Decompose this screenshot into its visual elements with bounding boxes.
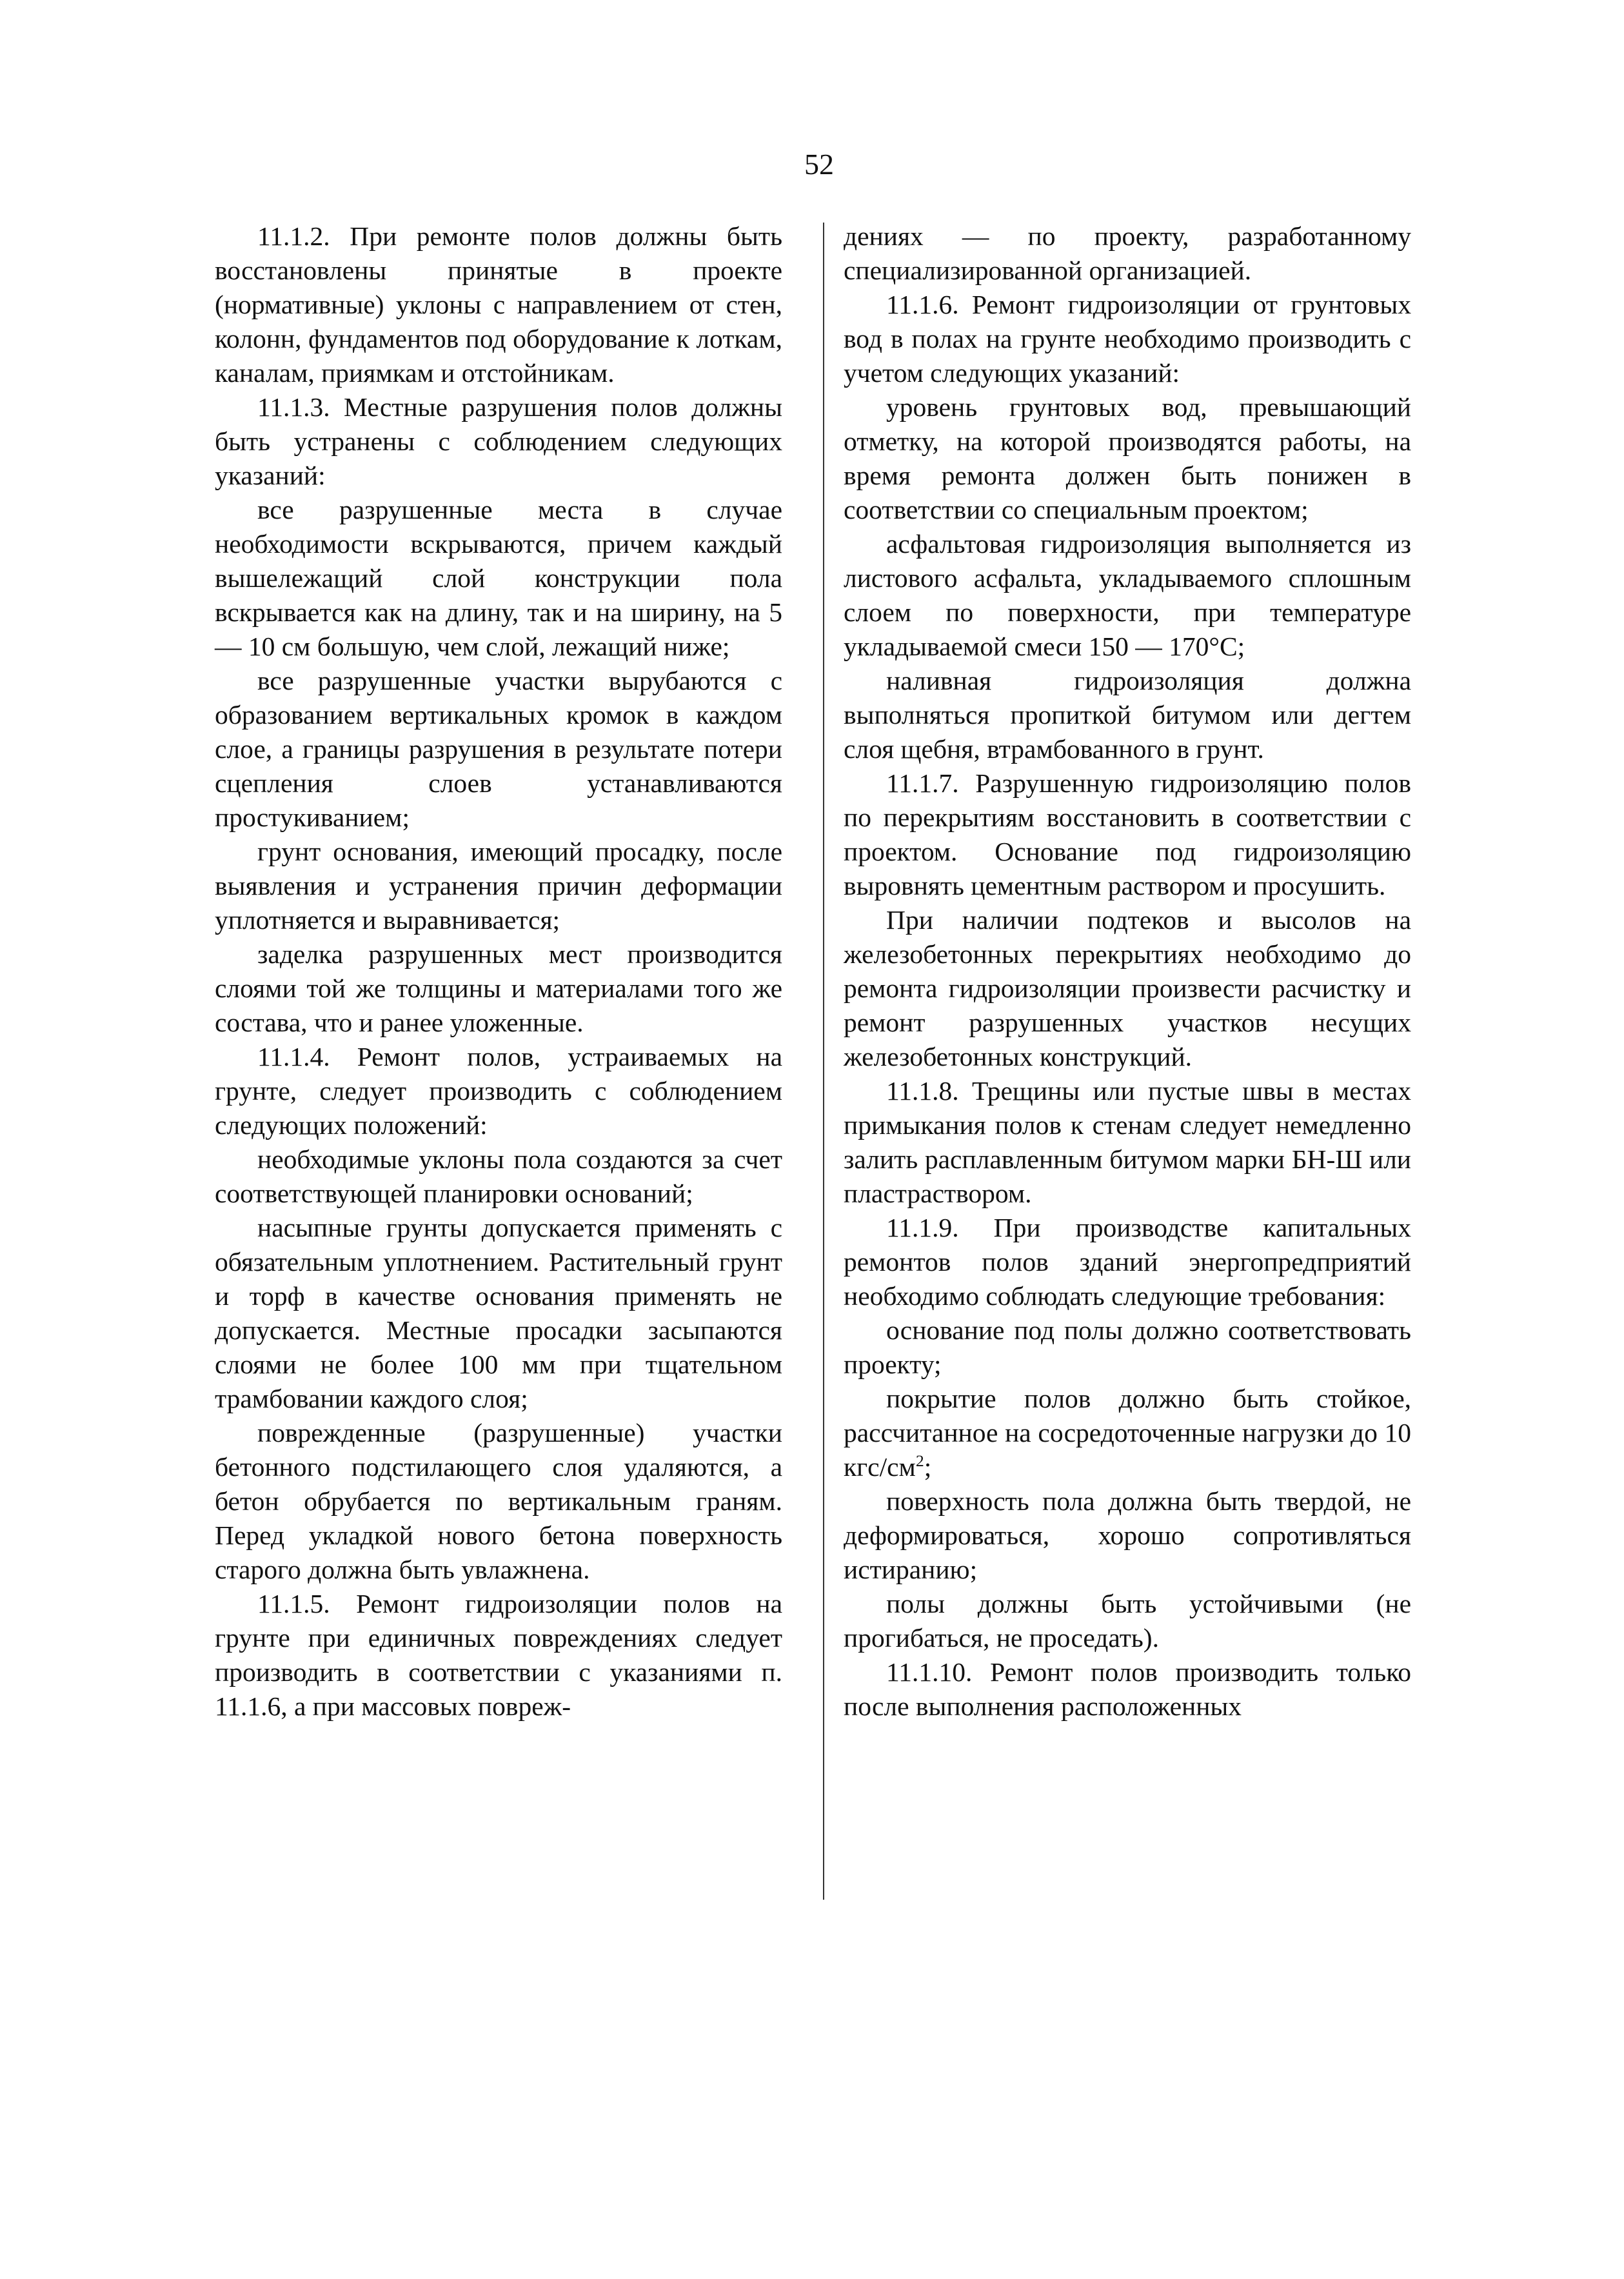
list-item: все разрушенные участки вырубаются с образованием вертикальных кромок в каждом слое, а границы разрушения в результате потери сцепления слоев устанавливаются простукиванием; xyxy=(215,666,782,832)
list-item: поврежденные (разрушенные) участки бетонного подстилающего слоя удаляются, а бетон обрубается по вертикальным граням. Перед укладкой нового бетона поверхность старого должна быть увлажнена. xyxy=(215,1418,782,1584)
list-item: полы должны быть устойчивыми (не прогибаться, не проседать). xyxy=(844,1589,1411,1653)
paragraph: При наличии подтеков и высолов на железобетонных перекрытиях необходимо до ремонта гидроизоляции произвести расчистку и ремонт разрушенных участков несущих железобетонных конструкций. xyxy=(844,905,1411,1071)
column-divider xyxy=(823,223,824,1900)
list-item: наливная гидроизоляция должна выполняться пропиткой битумом или дегтем слоя щебня, втрамбованного в грунт. xyxy=(844,666,1411,764)
paragraph-11-1-6: 11.1.6. Ремонт гидроизоляции от грунтовых вод в полах на грунте необходимо производить с учетом следующих указаний: xyxy=(844,290,1411,388)
paragraph-continuation: дениях — по проекту, разработанному специализированной организацией. xyxy=(844,221,1411,285)
list-item: необходимые уклоны пола создаются за счет соответствующей планировки оснований; xyxy=(215,1144,782,1208)
paragraph-11-1-9: 11.1.9. При производстве капитальных ремонтов полов зданий энергопредприятий необходимо соблюдать следующие требования: xyxy=(844,1213,1411,1311)
paragraph-11-1-5: 11.1.5. Ремонт гидроизоляции полов на грунте при единичных повреждениях следует производить в соответствии с указаниями п. 11.1.6, а при массовых повреж- xyxy=(215,1589,782,1721)
list-item: грунт основания, имеющий просадку, после выявления и устранения причин деформации уплотняется и выравнивается; xyxy=(215,837,782,935)
paragraph-11-1-10: 11.1.10. Ремонт полов производить только после выполнения расположенных xyxy=(844,1657,1411,1721)
list-item: насыпные грунты допускается применять с обязательным уплотнением. Растительный грунт и торф в качестве основания применять не допускается. Местные просадки засыпаются слоями не более 100 мм при тщательном трамбовании каждого слоя; xyxy=(215,1213,782,1413)
right-column xyxy=(844,219,1411,1724)
list-item: уровень грунтовых вод, превышающий отметку, на которой производятся работы, на время ремонта должен быть понижен в соответствии со специальным проектом; xyxy=(844,392,1411,524)
load-text: покрытие полов должно быть стойкое, рассчитанное на сосредоточенные нагрузки до 10 кгс/см xyxy=(844,1384,1411,1482)
unit-exponent: 2 xyxy=(915,1451,924,1471)
paragraph-11-1-8: 11.1.8. Трещины или пустые швы в местах примыкания полов к стенам следует немедленно залить расплавленным битумом марки БН-Ш или пластраствором. xyxy=(844,1076,1411,1208)
paragraph-11-1-2: 11.1.2. При ремонте полов должны быть восстановлены принятые в проекте (нормативные) уклоны с направлением от стен, колонн, фундаментов под оборудование к лоткам, каналам, приямкам и отстойникам. xyxy=(215,221,782,388)
list-item: асфальтовая гидроизоляция выполняется из листового асфальта, укладываемого сплошным слоем по поверхности, при температуре укладываемой смеси 150 — 170°С; xyxy=(844,529,1411,661)
page-number: 52 xyxy=(804,148,834,181)
paragraph-11-1-4: 11.1.4. Ремонт полов, устраиваемых на грунте, следует производить с соблюдением следующих положений: xyxy=(215,1042,782,1140)
list-item: все разрушенные места в случае необходимости вскрываются, причем каждый вышележащий слой конструкции пола вскрывается как на длину, так и на ширину, на 5 — 10 см большую, чем слой, лежащий ниже; xyxy=(215,495,782,661)
list-item: заделка разрушенных мест производится слоями той же толщины и материалами того же состава, что и ранее уложенные. xyxy=(215,939,782,1037)
list-item: поверхность пола должна быть твердой, не деформироваться, хорошо сопротивляться истиранию; xyxy=(844,1486,1411,1584)
load-suffix: ; xyxy=(924,1452,932,1482)
left-column xyxy=(215,219,782,1724)
list-item: основание под полы должно соответствовать проекту; xyxy=(844,1315,1411,1379)
list-item-load xyxy=(844,1382,1411,1484)
paragraph-11-1-3: 11.1.3. Местные разрушения полов должны быть устранены с соблюдением следующих указаний: xyxy=(215,392,782,490)
paragraph-11-1-7: 11.1.7. Разрушенную гидроизоляцию полов по перекрытиям восстановить в соответствии с проектом. Основание под гидроизоляцию выровнять цементным раствором и просушить. xyxy=(844,768,1411,901)
